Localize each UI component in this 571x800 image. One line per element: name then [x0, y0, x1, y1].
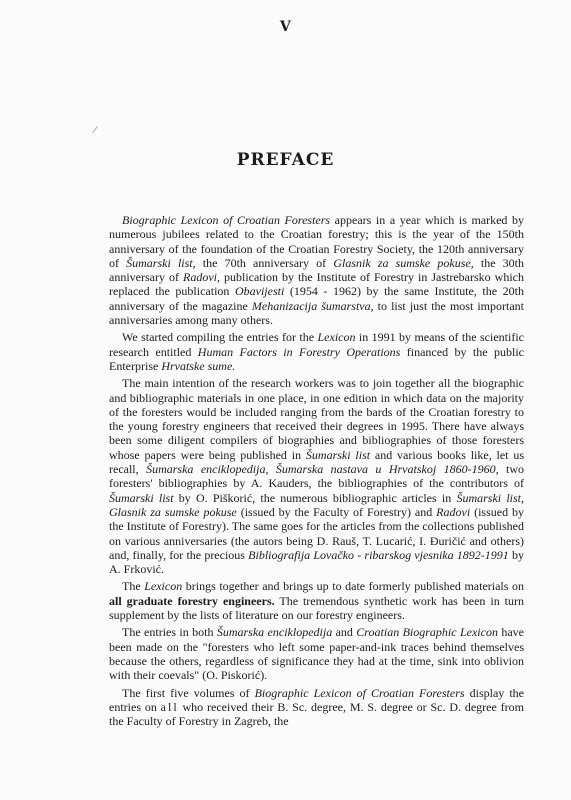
p3-j: Radovi — [436, 504, 471, 519]
p3-d: Šumarska enciklopedija, Šumarska nastava u Hrvatskoj 1860-1960, — [146, 462, 499, 477]
p1-a: Biographic Lexicon of Croatian Foresters — [122, 213, 331, 227]
paragraph-6 — [109, 686, 524, 729]
p1-i: Obavijesti — [234, 284, 285, 299]
p6-c: display the entries on — [109, 685, 524, 714]
p1-h: publication by the Institute of Forestry in Jastrebarsko which replaced the publication — [109, 270, 524, 299]
paragraph-3 — [109, 376, 524, 576]
p4-b: Lexicon — [144, 579, 183, 594]
p5-b: Šumarska enciklopedija — [216, 625, 333, 640]
pencil-mark: / — [91, 124, 99, 137]
p1-k: Mehanizacija šumarstva, — [251, 298, 374, 313]
preface-body — [109, 213, 524, 731]
p2-f: Hrvatske sume. — [161, 358, 236, 373]
p6-a: The first five volumes of — [122, 685, 255, 700]
p3-c: and various books like, let us recall, — [109, 447, 525, 477]
p5-c: and — [332, 625, 357, 640]
p3-g: by O. Piškorić, the numerous bibliographic articles in — [173, 490, 457, 505]
paragraph-2 — [109, 330, 524, 373]
p1-d: the 70th anniversary of — [195, 255, 334, 270]
p4-a: The — [122, 579, 145, 594]
p2-e: financed by the public Enterprise — [109, 344, 524, 373]
p4-d: all graduate forestry engineers. — [109, 593, 275, 608]
p2-b: Lexicon — [317, 330, 356, 345]
paragraph-1 — [109, 213, 524, 327]
p4-e: The tremendous synthetic work has been in turn supplement by the lists of literature on our forestry engineers. — [109, 593, 524, 623]
p3-m: by A. Frković. — [109, 547, 524, 577]
p1-l: to list just the most important anniversaries among many others. — [109, 298, 525, 328]
p3-i: (issued by the Faculty of Forestry) and — [236, 504, 437, 519]
p3-l: Bibliografija Lovačko - ribarskog vjesnika 1892-1991 — [248, 547, 509, 562]
p1-e: Glasnik za sumske pokuse, — [333, 255, 474, 270]
p3-b: Šumarski list — [305, 447, 371, 462]
page-number: V — [279, 19, 292, 35]
p4-c: brings together and brings up to date formerly published materials on — [182, 579, 524, 594]
p2-a: We started compiling the entries for the — [122, 330, 318, 345]
p1-g: Radovi, — [182, 270, 220, 285]
paragraph-4 — [109, 579, 524, 622]
p2-d: Human Factors in Forestry Operations — [197, 344, 401, 359]
p5-e: have been made on the "foresters who left some paper-and-ink traces behind themselves because the others, regardless of significance they had at the time, sink into oblivion with their coevals" (O. Piskorić). — [109, 625, 524, 683]
p6-d: all — [160, 699, 179, 714]
p3-e: two foresters' bibliographies by A. Kauders, the bibliographies of the contributors of — [109, 462, 524, 491]
p3-k: (issued by the Institute of Forestry). The same goes for the articles from the collections published on various anniversaries (the autors being D. Rauš, T. Lucarić, I. Đuričić and others) and, finally, for the precious — [109, 504, 525, 562]
p6-e: who received their B. Sc. degree, M. S. degree or Sc. D. degree from the Faculty of Forestry in Zagreb, the — [109, 699, 524, 729]
p1-f: the 30th anniversary of — [109, 255, 524, 285]
p3-f: Šumarski list — [109, 490, 174, 505]
p1-c: Šumarski list, — [126, 255, 196, 270]
p6-b: Biographic Lexicon of Croatian Foresters — [254, 685, 465, 700]
p1-j: (1954 - 1962) by the same Institute, the 20th anniversary of the magazine — [109, 284, 524, 313]
p5-d: Croatian Biographic Lexicon — [356, 625, 498, 640]
p5-a: The entries in both — [122, 625, 217, 640]
p1-b: appears in a year which is marked by numerous jubilees related to the Croatian forestry; this is the year of the 150th anniversary of the foundation of the Croatian Forestry Society, the 120th anniversary of — [109, 213, 525, 270]
p2-c: in 1991 by means of the scientific research entitled — [109, 330, 524, 359]
p3-h: Šumarski list, Glasnik za sumske pokuse — [109, 490, 525, 519]
paragraph-5 — [109, 625, 524, 682]
p3-a: The main intention of the research workers was to join together all the biographic and bibliographic materials in one place, in one edition in which data on the majority of the foresters would be included ranging from the bards of the Croatian forestry to the young forestry engineers that received their degrees in 1995. There have always been some diligent compilers of biographies and bibliographies of those foresters whose papers were being published in — [109, 376, 524, 462]
page-title: PREFACE — [236, 150, 335, 170]
